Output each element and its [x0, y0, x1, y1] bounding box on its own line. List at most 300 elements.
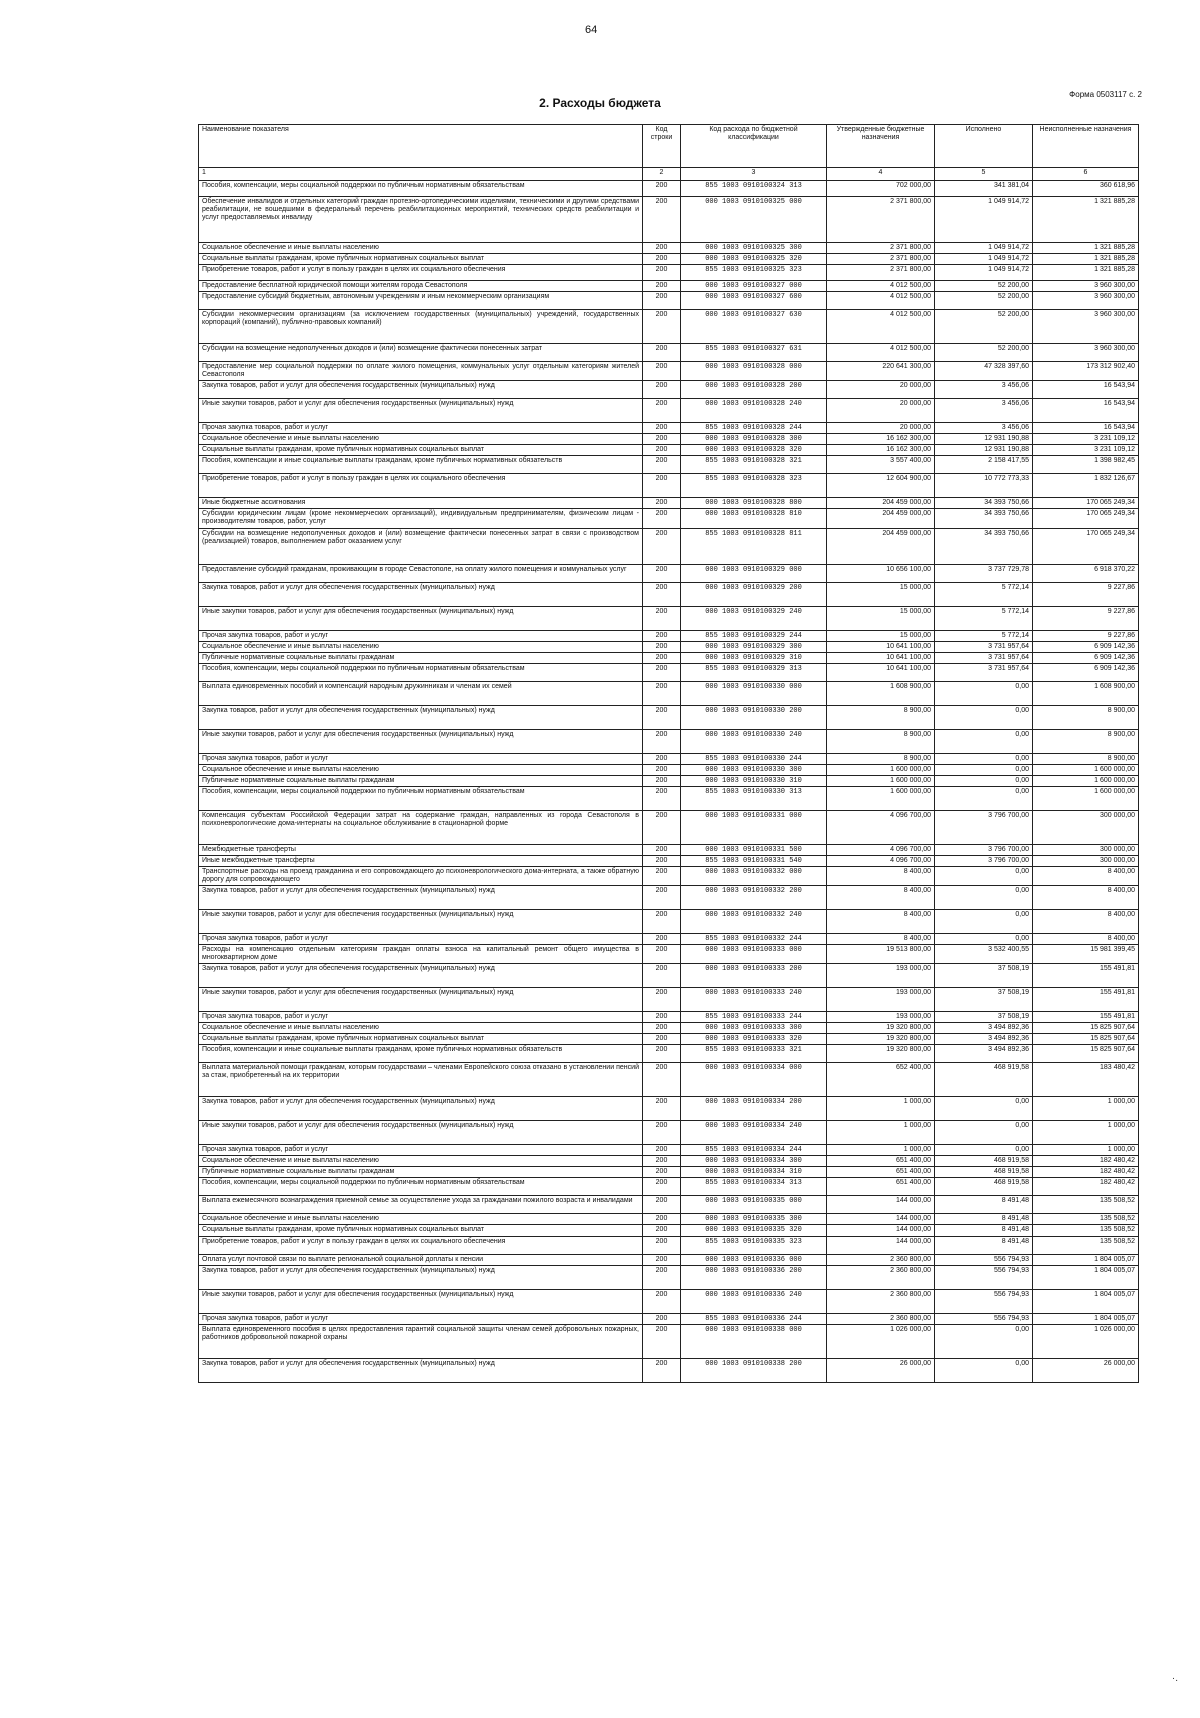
row-classification-code-cell: 000 1003 0910100335 300: [681, 1214, 827, 1225]
row-unexecuted-cell: 135 508,52: [1033, 1214, 1139, 1225]
row-approved-cell: 2 360 800,00: [827, 1265, 935, 1289]
row-executed-cell: 34 393 750,66: [935, 528, 1033, 564]
row-classification-code-cell: 855 1003 0910100328 244: [681, 423, 827, 434]
table-row: [199, 1225, 1139, 1236]
form-code: Форма 0503117 с. 2: [1069, 90, 1142, 99]
row-classification-code-cell: 000 1003 0910100335 000: [681, 1196, 827, 1214]
table-row: [199, 456, 1139, 474]
row-classification-code-cell: 000 1003 0910100330 300: [681, 764, 827, 775]
row-name-cell: Закупка товаров, работ и услуг для обеспечения государственных (муниципальных) нужд: [199, 885, 643, 909]
table-row: [199, 509, 1139, 528]
row-executed-cell: 556 794,93: [935, 1313, 1033, 1324]
row-unexecuted-cell: 8 400,00: [1033, 885, 1139, 909]
table-row: [199, 855, 1139, 866]
row-classification-code-cell: 000 1003 0910100328 300: [681, 434, 827, 445]
column-header-name: Наименование показателя: [199, 125, 643, 168]
row-line-code-cell: 200: [643, 362, 681, 381]
row-name-cell: Предоставление субсидий бюджетным, автономным учреждениям и иным некоммерческим организациям: [199, 292, 643, 310]
row-approved-cell: 193 000,00: [827, 1012, 935, 1023]
row-approved-cell: 8 900,00: [827, 705, 935, 729]
row-unexecuted-cell: 6 909 142,36: [1033, 652, 1139, 663]
row-line-code-cell: 200: [643, 1034, 681, 1045]
row-approved-cell: 19 320 800,00: [827, 1034, 935, 1045]
row-classification-code-cell: 000 1003 0910100329 000: [681, 564, 827, 582]
row-executed-cell: 0,00: [935, 1358, 1033, 1382]
row-approved-cell: 8 400,00: [827, 933, 935, 944]
row-line-code-cell: 200: [643, 844, 681, 855]
row-executed-cell: 52 200,00: [935, 344, 1033, 362]
row-classification-code-cell: 855 1003 0910100331 540: [681, 855, 827, 866]
row-approved-cell: 4 012 500,00: [827, 310, 935, 344]
row-name-cell: Межбюджетные трансферты: [199, 844, 643, 855]
row-executed-cell: 3 494 892,36: [935, 1023, 1033, 1034]
row-unexecuted-cell: 8 900,00: [1033, 705, 1139, 729]
row-approved-cell: 204 459 000,00: [827, 509, 935, 528]
row-approved-cell: 16 162 300,00: [827, 434, 935, 445]
row-unexecuted-cell: 1 321 885,28: [1033, 197, 1139, 243]
row-executed-cell: 0,00: [935, 775, 1033, 786]
row-executed-cell: 0,00: [935, 729, 1033, 753]
row-unexecuted-cell: 3 231 109,12: [1033, 445, 1139, 456]
row-name-cell: Выплата ежемесячного вознаграждения приемной семье за осуществление ухода за гражданами пожилого возраста и инвалидами: [199, 1196, 643, 1214]
row-executed-cell: 52 200,00: [935, 292, 1033, 310]
row-name-cell: Закупка товаров, работ и услуг для обеспечения государственных (муниципальных) нужд: [199, 964, 643, 988]
row-name-cell: Социальное обеспечение и иные выплаты населению: [199, 641, 643, 652]
row-unexecuted-cell: 1 804 005,07: [1033, 1313, 1139, 1324]
row-name-cell: Выплата материальной помощи гражданам, которым государствами – членами Европейского союза отказано в установлении пенсий за стаж, приобретенный на их территории: [199, 1063, 643, 1097]
row-approved-cell: 651 400,00: [827, 1167, 935, 1178]
table-row: [199, 810, 1139, 844]
row-executed-cell: 1 049 914,72: [935, 254, 1033, 265]
row-executed-cell: 0,00: [935, 681, 1033, 705]
row-line-code-cell: 200: [643, 1289, 681, 1313]
row-executed-cell: 5 772,14: [935, 606, 1033, 630]
row-executed-cell: 1 049 914,72: [935, 265, 1033, 281]
row-name-cell: Предоставление бесплатной юридической помощи жителям города Севастополя: [199, 281, 643, 292]
row-classification-code-cell: 000 1003 0910100330 000: [681, 681, 827, 705]
row-classification-code-cell: 000 1003 0910100327 630: [681, 310, 827, 344]
table-row: [199, 844, 1139, 855]
row-line-code-cell: 200: [643, 909, 681, 933]
row-classification-code-cell: 000 1003 0910100329 300: [681, 641, 827, 652]
row-classification-code-cell: 000 1003 0910100333 000: [681, 945, 827, 964]
row-approved-cell: 2 360 800,00: [827, 1313, 935, 1324]
row-name-cell: Прочая закупка товаров, работ и услуг: [199, 630, 643, 641]
section-title: 2. Расходы бюджета: [539, 96, 661, 110]
row-name-cell: Субсидии на возмещение недополученных доходов и (или) возмещение фактически понесенных затрат в связи с производством (реализацией) товаров, выполнением работ оказанием услуг: [199, 528, 643, 564]
row-executed-cell: 556 794,93: [935, 1254, 1033, 1265]
row-unexecuted-cell: 8 400,00: [1033, 933, 1139, 944]
row-executed-cell: 0,00: [935, 786, 1033, 810]
row-classification-code-cell: 855 1003 0910100324 313: [681, 181, 827, 197]
table-row: [199, 281, 1139, 292]
row-unexecuted-cell: 8 400,00: [1033, 866, 1139, 885]
row-classification-code-cell: 000 1003 0910100328 200: [681, 381, 827, 399]
row-executed-cell: 3 731 957,64: [935, 663, 1033, 681]
table-row: [199, 292, 1139, 310]
row-executed-cell: 3 731 957,64: [935, 652, 1033, 663]
row-line-code-cell: 200: [643, 582, 681, 606]
row-approved-cell: 1 026 000,00: [827, 1324, 935, 1358]
row-approved-cell: 8 900,00: [827, 729, 935, 753]
table-row: [199, 681, 1139, 705]
row-approved-cell: 20 000,00: [827, 423, 935, 434]
row-classification-code-cell: 000 1003 0910100334 240: [681, 1121, 827, 1145]
row-unexecuted-cell: 16 543,94: [1033, 423, 1139, 434]
row-unexecuted-cell: 135 508,52: [1033, 1196, 1139, 1214]
row-line-code-cell: 200: [643, 1265, 681, 1289]
table-row: [199, 381, 1139, 399]
column-number: 6: [1033, 168, 1139, 181]
row-line-code-cell: 200: [643, 933, 681, 944]
row-line-code-cell: 200: [643, 1145, 681, 1156]
row-name-cell: Субсидии некоммерческим организациям (за исключением государственных (муниципальных) учреждений, государственных корпораций (компаний), публично-правовых компаний): [199, 310, 643, 344]
row-approved-cell: 2 371 800,00: [827, 243, 935, 254]
row-line-code-cell: 200: [643, 606, 681, 630]
row-name-cell: Публичные нормативные социальные выплаты гражданам: [199, 1167, 643, 1178]
row-unexecuted-cell: 135 508,52: [1033, 1236, 1139, 1254]
row-classification-code-cell: 000 1003 0910100336 240: [681, 1289, 827, 1313]
row-approved-cell: 8 400,00: [827, 866, 935, 885]
row-classification-code-cell: 000 1003 0910100328 000: [681, 362, 827, 381]
row-classification-code-cell: 000 1003 0910100325 300: [681, 243, 827, 254]
row-name-cell: Закупка товаров, работ и услуг для обеспечения государственных (муниципальных) нужд: [199, 1097, 643, 1121]
row-executed-cell: 0,00: [935, 705, 1033, 729]
table-row: [199, 1265, 1139, 1289]
table-row: [199, 945, 1139, 964]
column-header-classification-code: Код расхода по бюджетной классификации: [681, 125, 827, 168]
row-approved-cell: 2 360 800,00: [827, 1254, 935, 1265]
row-line-code-cell: 200: [643, 1313, 681, 1324]
row-classification-code-cell: 000 1003 0910100333 320: [681, 1034, 827, 1045]
row-name-cell: Социальное обеспечение и иные выплаты населению: [199, 764, 643, 775]
row-line-code-cell: 200: [643, 641, 681, 652]
row-unexecuted-cell: 8 900,00: [1033, 729, 1139, 753]
row-line-code-cell: 200: [643, 855, 681, 866]
row-name-cell: Прочая закупка товаров, работ и услуг: [199, 933, 643, 944]
row-classification-code-cell: 000 1003 0910100334 000: [681, 1063, 827, 1097]
row-name-cell: Транспортные расходы на проезд гражданина и его сопровождающего до психоневрологического дома-интерната, а также обратную дорогу для сопровождающего: [199, 866, 643, 885]
row-unexecuted-cell: 1 600 000,00: [1033, 764, 1139, 775]
table-row: [199, 630, 1139, 641]
row-line-code-cell: 200: [643, 885, 681, 909]
row-line-code-cell: 200: [643, 181, 681, 197]
row-name-cell: Оплата услуг почтовой связи по выплате региональной социальной доплаты к пенсии: [199, 1254, 643, 1265]
row-name-cell: Субсидии юридическим лицам (кроме некоммерческих организаций), индивидуальным предпринимателям, физическим лицам - производителям товаров, работ, услуг: [199, 509, 643, 528]
row-name-cell: Расходы на компенсацию отдельным категориям граждан оплаты взноса на капитальный ремонт общего имущества в многоквартирном доме: [199, 945, 643, 964]
table-row: [199, 663, 1139, 681]
row-line-code-cell: 200: [643, 254, 681, 265]
table-row: [199, 988, 1139, 1012]
row-unexecuted-cell: 173 312 902,40: [1033, 362, 1139, 381]
row-line-code-cell: 200: [643, 945, 681, 964]
row-unexecuted-cell: 360 618,96: [1033, 181, 1139, 197]
column-header-line-code: Код строки: [643, 125, 681, 168]
row-unexecuted-cell: 6 909 142,36: [1033, 663, 1139, 681]
table-row: [199, 1236, 1139, 1254]
row-executed-cell: 34 393 750,66: [935, 509, 1033, 528]
row-executed-cell: 5 772,14: [935, 582, 1033, 606]
row-name-cell: Иные закупки товаров, работ и услуг для обеспечения государственных (муниципальных) нужд: [199, 909, 643, 933]
row-unexecuted-cell: 26 000,00: [1033, 1358, 1139, 1382]
row-unexecuted-cell: 1 000,00: [1033, 1121, 1139, 1145]
row-unexecuted-cell: 1 600 000,00: [1033, 786, 1139, 810]
row-line-code-cell: 200: [643, 197, 681, 243]
row-unexecuted-cell: 8 400,00: [1033, 909, 1139, 933]
row-approved-cell: 2 371 800,00: [827, 197, 935, 243]
column-header-approved: Утвержденные бюджетные назначения: [827, 125, 935, 168]
row-executed-cell: 0,00: [935, 866, 1033, 885]
row-approved-cell: 1 600 000,00: [827, 775, 935, 786]
header-row: [199, 125, 1139, 168]
scan-mark: ·.: [1171, 1673, 1178, 1684]
row-name-cell: Социальные выплаты гражданам, кроме публичных нормативных социальных выплат: [199, 445, 643, 456]
row-name-cell: Иные закупки товаров, работ и услуг для обеспечения государственных (муниципальных) нужд: [199, 729, 643, 753]
table-row: [199, 528, 1139, 564]
row-executed-cell: 1 049 914,72: [935, 243, 1033, 254]
row-classification-code-cell: 000 1003 0910100336 200: [681, 1265, 827, 1289]
row-line-code-cell: 200: [643, 1023, 681, 1034]
row-approved-cell: 4 012 500,00: [827, 292, 935, 310]
row-executed-cell: 3 532 400,55: [935, 945, 1033, 964]
table-row: [199, 1167, 1139, 1178]
row-name-cell: Иные закупки товаров, работ и услуг для обеспечения государственных (муниципальных) нужд: [199, 1121, 643, 1145]
row-line-code-cell: 200: [643, 1178, 681, 1196]
row-classification-code-cell: 000 1003 0910100327 600: [681, 292, 827, 310]
row-line-code-cell: 200: [643, 1214, 681, 1225]
row-unexecuted-cell: 135 508,52: [1033, 1225, 1139, 1236]
row-executed-cell: 8 491,48: [935, 1236, 1033, 1254]
row-approved-cell: 10 641 100,00: [827, 663, 935, 681]
row-line-code-cell: 200: [643, 964, 681, 988]
row-classification-code-cell: 855 1003 0910100328 811: [681, 528, 827, 564]
row-name-cell: Прочая закупка товаров, работ и услуг: [199, 1012, 643, 1023]
row-line-code-cell: 200: [643, 381, 681, 399]
row-executed-cell: 3 456,06: [935, 423, 1033, 434]
table-row: [199, 423, 1139, 434]
row-approved-cell: 204 459 000,00: [827, 498, 935, 509]
row-unexecuted-cell: 3 960 300,00: [1033, 344, 1139, 362]
table-row: [199, 641, 1139, 652]
row-executed-cell: 37 508,19: [935, 1012, 1033, 1023]
row-unexecuted-cell: 183 480,42: [1033, 1063, 1139, 1097]
row-executed-cell: 2 158 417,55: [935, 456, 1033, 474]
row-approved-cell: 1 000,00: [827, 1145, 935, 1156]
row-unexecuted-cell: 15 981 399,45: [1033, 945, 1139, 964]
table-row: [199, 1156, 1139, 1167]
row-line-code-cell: 200: [643, 243, 681, 254]
row-approved-cell: 3 557 400,00: [827, 456, 935, 474]
row-executed-cell: 34 393 750,66: [935, 498, 1033, 509]
table-row: [199, 1145, 1139, 1156]
row-name-cell: Социальное обеспечение и иные выплаты населению: [199, 434, 643, 445]
row-line-code-cell: 200: [643, 564, 681, 582]
row-approved-cell: 4 096 700,00: [827, 810, 935, 844]
column-number: 4: [827, 168, 935, 181]
row-unexecuted-cell: 1 026 000,00: [1033, 1324, 1139, 1358]
table-row: [199, 729, 1139, 753]
row-executed-cell: 468 919,58: [935, 1178, 1033, 1196]
table-row: [199, 1254, 1139, 1265]
row-classification-code-cell: 000 1003 0910100329 200: [681, 582, 827, 606]
row-unexecuted-cell: 3 960 300,00: [1033, 281, 1139, 292]
row-approved-cell: 1 608 900,00: [827, 681, 935, 705]
row-approved-cell: 702 000,00: [827, 181, 935, 197]
table-row: [199, 243, 1139, 254]
row-classification-code-cell: 855 1003 0910100330 244: [681, 753, 827, 764]
table-row: [199, 606, 1139, 630]
row-approved-cell: 4 096 700,00: [827, 855, 935, 866]
row-unexecuted-cell: 9 227,86: [1033, 606, 1139, 630]
row-approved-cell: 20 000,00: [827, 399, 935, 423]
row-approved-cell: 1 600 000,00: [827, 786, 935, 810]
row-name-cell: Приобретение товаров, работ и услуг в пользу граждан в целях их социального обеспечения: [199, 265, 643, 281]
table-row: [199, 933, 1139, 944]
row-executed-cell: 3 796 700,00: [935, 810, 1033, 844]
row-classification-code-cell: 855 1003 0910100335 323: [681, 1236, 827, 1254]
table-row: [199, 775, 1139, 786]
row-name-cell: Закупка товаров, работ и услуг для обеспечения государственных (муниципальных) нужд: [199, 1358, 643, 1382]
row-name-cell: Пособия, компенсации, меры социальной поддержки по публичным нормативным обязательствам: [199, 1178, 643, 1196]
row-name-cell: Компенсация субъектам Российской Федерации затрат на содержание граждан, направленных из города Севастополя в психоневрологические дома-интернаты на социальное обслуживание в стационарной форме: [199, 810, 643, 844]
row-classification-code-cell: 000 1003 0910100328 810: [681, 509, 827, 528]
table-row: [199, 652, 1139, 663]
row-classification-code-cell: 000 1003 0910100332 240: [681, 909, 827, 933]
row-executed-cell: 468 919,58: [935, 1063, 1033, 1097]
row-name-cell: Пособия, компенсации и иные социальные выплаты гражданам, кроме публичных нормативных обязательств: [199, 1045, 643, 1063]
row-name-cell: Социальные выплаты гражданам, кроме публичных нормативных социальных выплат: [199, 1034, 643, 1045]
row-unexecuted-cell: 1 804 005,07: [1033, 1265, 1139, 1289]
table-row: [199, 753, 1139, 764]
table-row: [199, 197, 1139, 243]
row-unexecuted-cell: 1 832 126,67: [1033, 474, 1139, 498]
row-unexecuted-cell: 1 804 005,07: [1033, 1254, 1139, 1265]
row-name-cell: Выплата единовременных пособий и компенсаций народным дружинникам и членам их семей: [199, 681, 643, 705]
row-classification-code-cell: 000 1003 0910100333 300: [681, 1023, 827, 1034]
row-line-code-cell: 200: [643, 1012, 681, 1023]
row-approved-cell: 144 000,00: [827, 1214, 935, 1225]
row-classification-code-cell: 855 1003 0910100328 321: [681, 456, 827, 474]
row-executed-cell: 52 200,00: [935, 281, 1033, 292]
row-approved-cell: 220 641 300,00: [827, 362, 935, 381]
row-line-code-cell: 200: [643, 652, 681, 663]
table-row: [199, 362, 1139, 381]
table-row: [199, 474, 1139, 498]
row-line-code-cell: 200: [643, 310, 681, 344]
row-approved-cell: 1 600 000,00: [827, 764, 935, 775]
row-line-code-cell: 200: [643, 810, 681, 844]
table-row: [199, 445, 1139, 456]
row-executed-cell: 0,00: [935, 933, 1033, 944]
row-approved-cell: 8 400,00: [827, 885, 935, 909]
row-unexecuted-cell: 182 480,42: [1033, 1167, 1139, 1178]
row-unexecuted-cell: 170 065 249,34: [1033, 509, 1139, 528]
row-executed-cell: 8 491,48: [935, 1214, 1033, 1225]
row-classification-code-cell: 000 1003 0910100334 300: [681, 1156, 827, 1167]
row-line-code-cell: 200: [643, 445, 681, 456]
row-unexecuted-cell: 155 491,81: [1033, 988, 1139, 1012]
row-name-cell: Иные бюджетные ассигнования: [199, 498, 643, 509]
row-approved-cell: 8 900,00: [827, 753, 935, 764]
row-executed-cell: 12 931 190,88: [935, 445, 1033, 456]
row-classification-code-cell: 855 1003 0910100334 244: [681, 1145, 827, 1156]
table-row: [199, 964, 1139, 988]
row-line-code-cell: 200: [643, 498, 681, 509]
row-line-code-cell: 200: [643, 265, 681, 281]
row-executed-cell: 0,00: [935, 1097, 1033, 1121]
row-line-code-cell: 200: [643, 456, 681, 474]
row-unexecuted-cell: 9 227,86: [1033, 630, 1139, 641]
table-row: [199, 1178, 1139, 1196]
row-classification-code-cell: 000 1003 0910100332 200: [681, 885, 827, 909]
row-line-code-cell: 200: [643, 1121, 681, 1145]
row-approved-cell: 10 656 100,00: [827, 564, 935, 582]
row-unexecuted-cell: 15 825 907,64: [1033, 1045, 1139, 1063]
row-unexecuted-cell: 16 543,94: [1033, 399, 1139, 423]
row-line-code-cell: 200: [643, 1225, 681, 1236]
row-unexecuted-cell: 1 321 885,28: [1033, 265, 1139, 281]
table-row: [199, 866, 1139, 885]
row-approved-cell: 193 000,00: [827, 988, 935, 1012]
row-unexecuted-cell: 170 065 249,34: [1033, 498, 1139, 509]
row-approved-cell: 652 400,00: [827, 1063, 935, 1097]
row-line-code-cell: 200: [643, 1167, 681, 1178]
row-executed-cell: 3 796 700,00: [935, 855, 1033, 866]
row-classification-code-cell: 855 1003 0910100336 244: [681, 1313, 827, 1324]
row-name-cell: Публичные нормативные социальные выплаты гражданам: [199, 775, 643, 786]
row-line-code-cell: 200: [643, 509, 681, 528]
row-name-cell: Публичные нормативные социальные выплаты гражданам: [199, 652, 643, 663]
row-classification-code-cell: 855 1003 0910100325 323: [681, 265, 827, 281]
row-classification-code-cell: 000 1003 0910100330 240: [681, 729, 827, 753]
column-number: 1: [199, 168, 643, 181]
table-row: [199, 764, 1139, 775]
table-row: [199, 1045, 1139, 1063]
row-approved-cell: 15 000,00: [827, 630, 935, 641]
row-approved-cell: 2 360 800,00: [827, 1289, 935, 1313]
row-name-cell: Закупка товаров, работ и услуг для обеспечения государственных (муниципальных) нужд: [199, 381, 643, 399]
row-unexecuted-cell: 300 000,00: [1033, 855, 1139, 866]
table-row: [199, 1063, 1139, 1097]
row-unexecuted-cell: 16 543,94: [1033, 381, 1139, 399]
row-classification-code-cell: 000 1003 0910100330 200: [681, 705, 827, 729]
row-unexecuted-cell: 300 000,00: [1033, 844, 1139, 855]
row-name-cell: Обеспечение инвалидов и отдельных категорий граждан протезно-ортопедическими изделиями, техническими и другими средствами реабилитации, не вошедшими в федеральный перечень реабилитационных мероприятий, технических средств реабилитации и услуг предоставляемых инвалиду: [199, 197, 643, 243]
row-classification-code-cell: 000 1003 0910100331 500: [681, 844, 827, 855]
row-name-cell: Пособия, компенсации и иные социальные выплаты гражданам, кроме публичных нормативных обязательств: [199, 456, 643, 474]
row-approved-cell: 1 000,00: [827, 1097, 935, 1121]
row-executed-cell: 37 508,19: [935, 988, 1033, 1012]
row-unexecuted-cell: 1 000,00: [1033, 1145, 1139, 1156]
table-row: [199, 1324, 1139, 1358]
row-line-code-cell: 200: [643, 764, 681, 775]
row-line-code-cell: 200: [643, 1097, 681, 1121]
row-name-cell: Пособия, компенсации, меры социальной поддержки по публичным нормативным обязательствам: [199, 786, 643, 810]
row-unexecuted-cell: 155 491,81: [1033, 1012, 1139, 1023]
row-executed-cell: 0,00: [935, 764, 1033, 775]
row-approved-cell: 10 641 100,00: [827, 652, 935, 663]
row-unexecuted-cell: 1 804 005,07: [1033, 1289, 1139, 1313]
row-approved-cell: 8 400,00: [827, 909, 935, 933]
row-line-code-cell: 200: [643, 1156, 681, 1167]
row-unexecuted-cell: 300 000,00: [1033, 810, 1139, 844]
row-classification-code-cell: 855 1003 0910100330 313: [681, 786, 827, 810]
row-executed-cell: 12 931 190,88: [935, 434, 1033, 445]
column-header-executed: Исполнено: [935, 125, 1033, 168]
row-classification-code-cell: 855 1003 0910100329 313: [681, 663, 827, 681]
page-number: 64: [585, 24, 598, 36]
row-name-cell: Закупка товаров, работ и услуг для обеспечения государственных (муниципальных) нужд: [199, 1265, 643, 1289]
